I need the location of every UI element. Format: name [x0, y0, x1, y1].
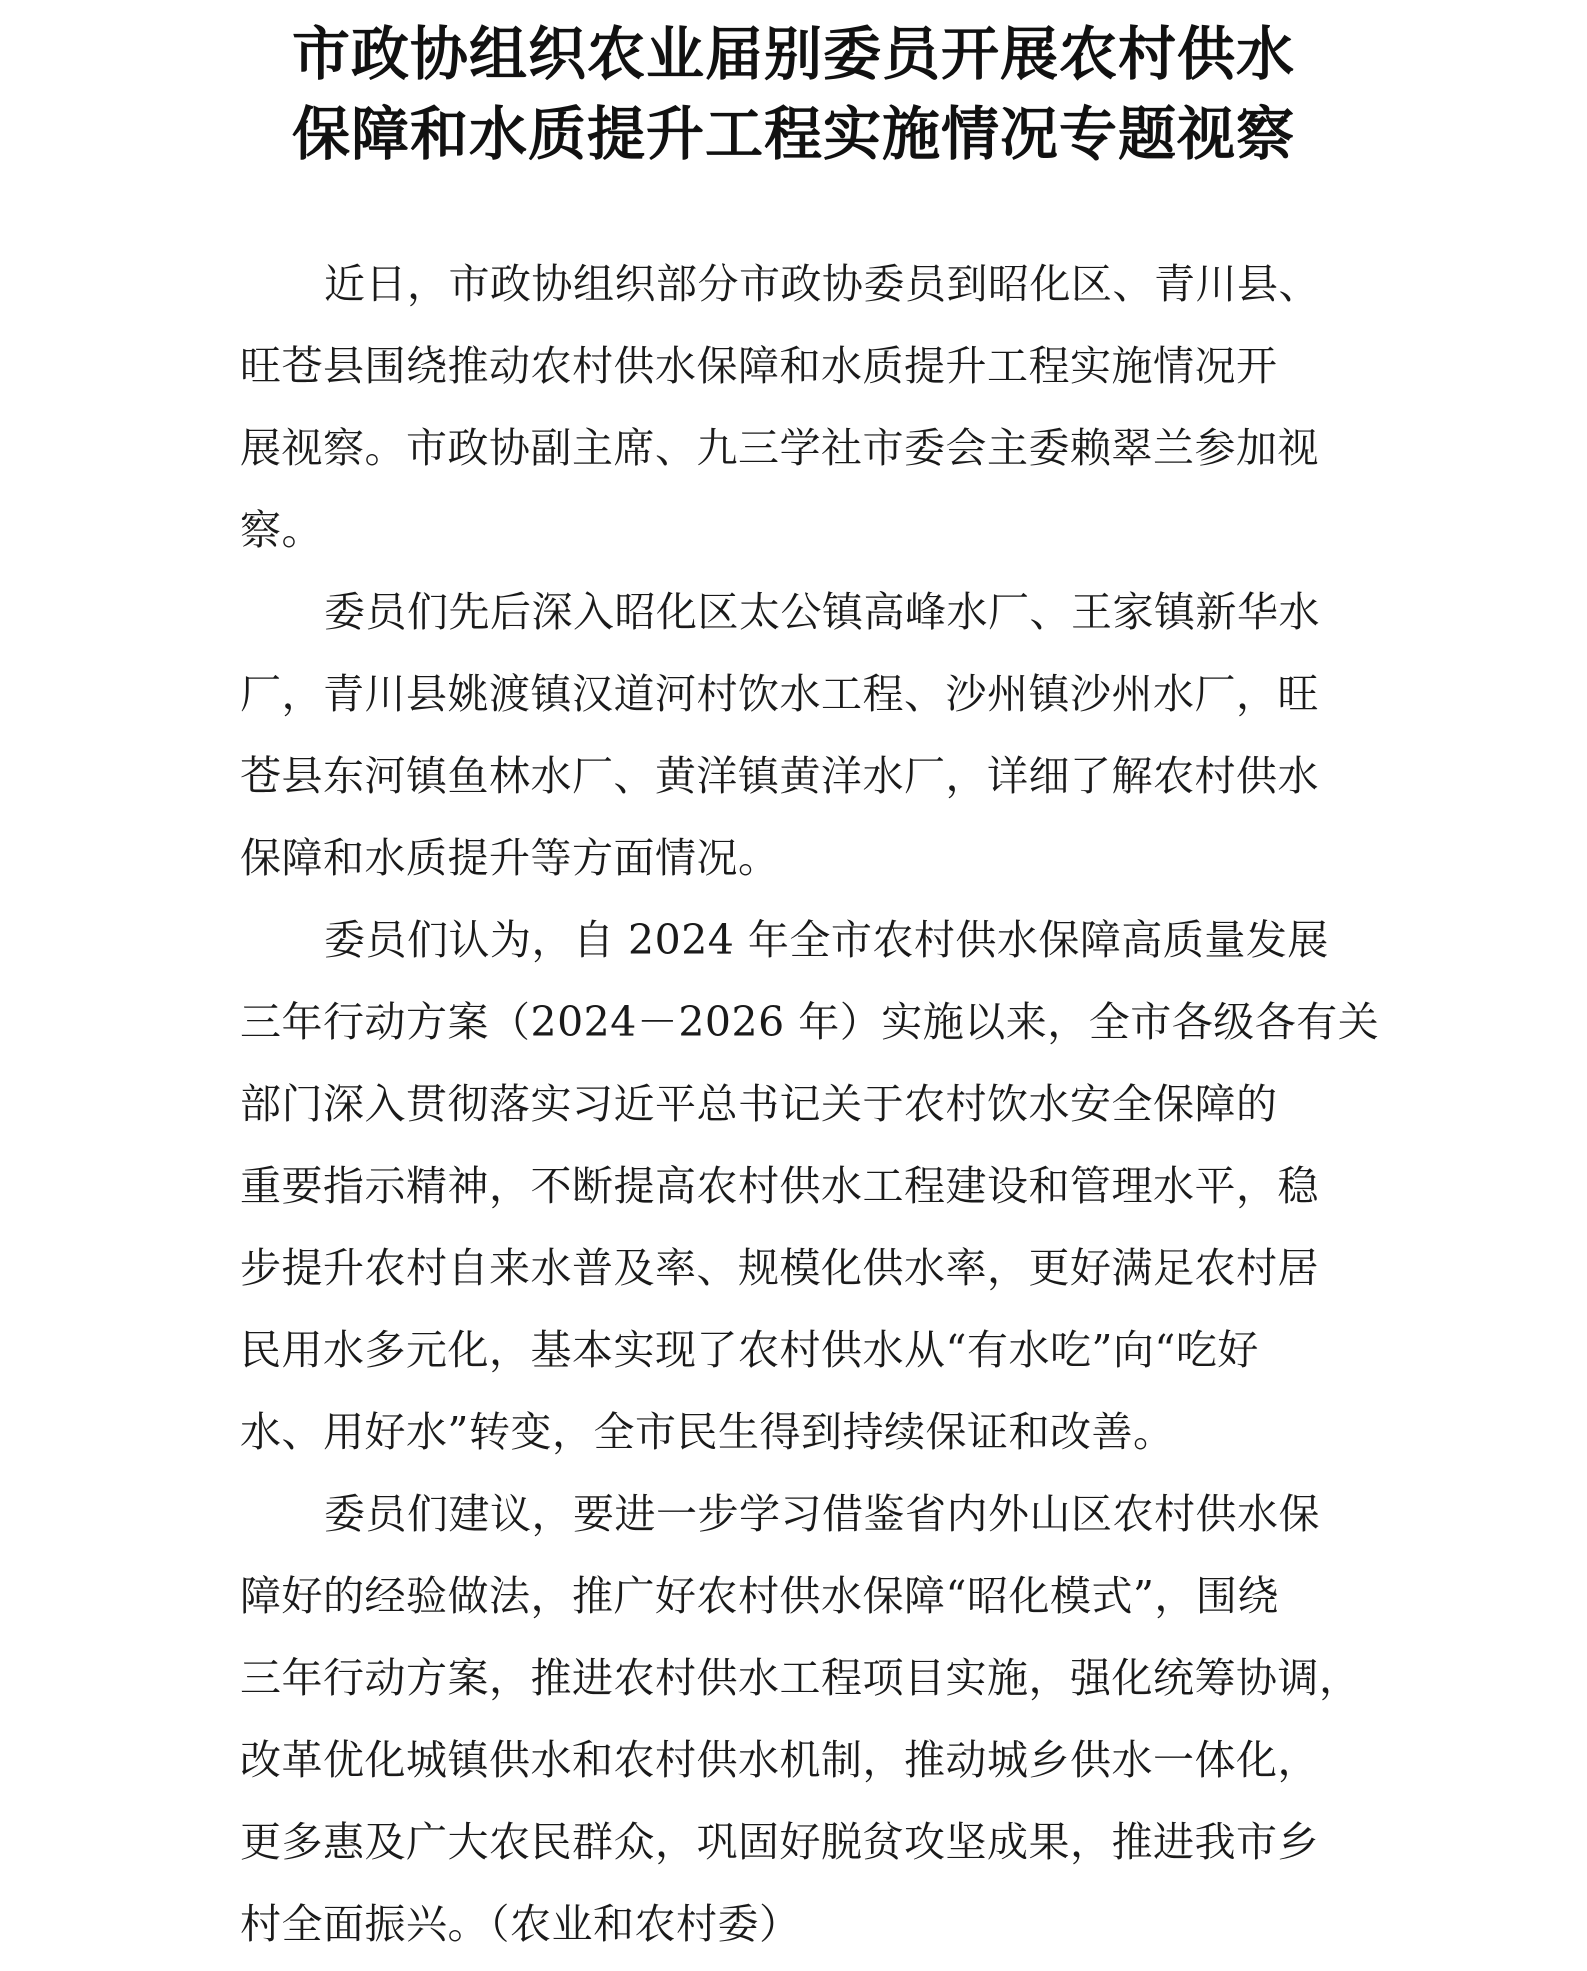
text-line: 近日，市政协组织部分市政协委员到昭化区、青川县、 — [324, 260, 1320, 308]
paragraph-1 — [240, 243, 1340, 571]
text-line: 水、用好水”转变，全市民生得到持续保证和改善。 — [240, 1408, 1175, 1456]
title-line: 保障和水质提升工程实施情况专题视察 — [291, 100, 1295, 168]
text-line: 三年行动方案，推进农村供水工程项目实施，强化统筹协调， — [240, 1654, 1361, 1702]
paragraph-4 — [240, 1473, 1361, 1965]
text-line: 委员们认为，自 2024 年全市农村供水保障高质量发展 — [324, 916, 1329, 964]
text-line: 民用水多元化，基本实现了农村供水从“有水吃”向“吃好 — [240, 1326, 1259, 1374]
text-line: 重要指示精神，不断提高农村供水工程建设和管理水平，稳 — [240, 1162, 1319, 1210]
text-line: 展视察。市政协副主席、九三学社市委会主委赖翠兰参加视 — [240, 424, 1319, 472]
text-line: 察。 — [240, 506, 323, 554]
text-line: 委员们先后深入昭化区太公镇高峰水厂、王家镇新华水 — [324, 588, 1320, 636]
paragraph-2 — [240, 571, 1340, 899]
article-body — [240, 243, 1380, 1965]
text-line: 改革优化城镇供水和农村供水机制，推动城乡供水一体化， — [240, 1736, 1319, 1784]
text-line: 旺苍县围绕推动农村供水保障和水质提升工程实施情况开 — [240, 342, 1278, 390]
text-line: 委员们建议，要进一步学习借鉴省内外山区农村供水保 — [324, 1490, 1320, 1538]
text-line: 村全面振兴。（农业和农村委） — [240, 1900, 801, 1948]
paragraph-3 — [240, 899, 1380, 1473]
text-line: 保障和水质提升等方面情况。 — [240, 834, 780, 882]
title-line: 市政协组织农业届别委员开展农村供水 — [291, 20, 1295, 88]
text-line: 更多惠及广大农民群众，巩固好脱贫攻坚成果，推进我市乡 — [240, 1818, 1319, 1866]
text-line: 三年行动方案（2024－2026 年）实施以来，全市各级各有关 — [240, 998, 1380, 1046]
article-title — [220, 14, 1367, 174]
text-line: 步提升农村自来水普及率、规模化供水率，更好满足农村居 — [240, 1244, 1319, 1292]
text-line: 部门深入贯彻落实习近平总书记关于农村饮水安全保障的 — [240, 1080, 1278, 1128]
text-line: 障好的经验做法，推广好农村供水保障“昭化模式”，围绕 — [240, 1572, 1279, 1620]
text-line: 苍县东河镇鱼林水厂、黄洋镇黄洋水厂，详细了解农村供水 — [240, 752, 1319, 800]
text-line: 厂，青川县姚渡镇汉道河村饮水工程、沙州镇沙州水厂，旺 — [240, 670, 1319, 718]
